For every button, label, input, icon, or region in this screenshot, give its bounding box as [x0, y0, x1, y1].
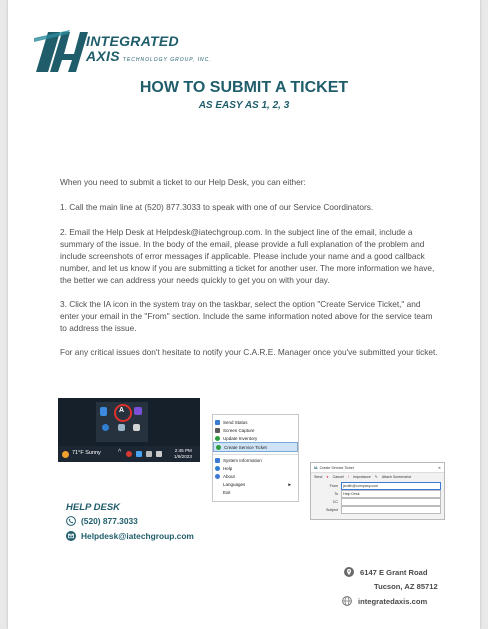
intro-paragraph: When you need to submit a ticket to our Help Desk, you can either: [60, 177, 306, 187]
step-2-paragraph: 2. Email the Help Desk at Helpdesk@iatechgroup.com. In the subject line of the email, include a summary of the issue. In the body of the email, please provide a full explanation of the problem and include screenshots of error messages if applicable. Please include your name and a good callback number, and let us know if you are submitting a ticket for another user. The more information we have, the better we can address your needs quickly to get you on with your day. [60, 227, 435, 285]
weather-icon [62, 451, 69, 458]
ia-tray-icon[interactable]: A [119, 407, 125, 414]
step-1-paragraph: 1. Call the main line at (520) 877.3033 to speak with one of our Service Coordinators. [60, 202, 374, 212]
helpdesk-email-row [66, 531, 194, 541]
menu-item-label: System Information [223, 457, 262, 463]
tray-date: 1/9/2023 [174, 454, 192, 459]
screen-capture-icon [215, 428, 220, 433]
menu-item-label: About [223, 473, 235, 479]
closing-paragraph: For any critical issues don't hesitate to notify your C.A.R.E. Manager once you've submitted your ticket. [60, 347, 438, 357]
address-street: 6147 E Grant Road [360, 567, 428, 577]
languages-icon [215, 482, 220, 487]
send-status-icon [215, 420, 220, 425]
menu-item-label: Create Service Ticket [224, 444, 267, 450]
attach-icon: ✎ [374, 475, 378, 479]
email-icon [66, 531, 76, 541]
menu-item-send-status[interactable] [213, 418, 298, 426]
cc-row [314, 498, 441, 506]
ticket-window-screenshot [310, 462, 445, 520]
context-menu [213, 415, 298, 496]
logo-line2: AXIS [86, 48, 120, 64]
menu-item-screen-capture[interactable] [213, 426, 298, 434]
tray-app-icon-3 [118, 424, 125, 431]
importance-dropdown[interactable]: Importance [352, 475, 371, 479]
helpdesk-phone-row [66, 516, 138, 526]
chevron-right-icon: ► [287, 481, 292, 487]
from-label: From [329, 484, 338, 488]
importance-icon: ! [347, 475, 349, 479]
menu-item-create-service-ticket[interactable] [213, 442, 298, 452]
from-row [314, 482, 441, 490]
context-menu-screenshot [212, 414, 299, 502]
tray-icon-cloud [136, 451, 142, 457]
address-city-row [374, 582, 438, 591]
helpdesk-phone[interactable]: (520) 877.3033 [81, 516, 138, 526]
helpdesk-email[interactable]: Helpdesk@iatechgroup.com [81, 531, 194, 541]
to-label: To [334, 492, 338, 496]
page-subtitle: AS EASY AS 1, 2, 3 [198, 100, 290, 111]
phone-icon [66, 516, 76, 526]
menu-item-label: Send Status [223, 419, 248, 425]
address-city: Tucson, AZ 85712 [374, 582, 438, 591]
step-3-paragraph: 3. Click the IA icon in the system tray on the taskbar, select the option "Create Service Ticket," and enter your email in the "From" section. Include the same information noted above for the service team to address the issue. [60, 299, 433, 333]
menu-item-about[interactable] [213, 472, 298, 480]
menu-item-update-inventory[interactable] [213, 434, 298, 442]
system-info-icon [215, 458, 220, 463]
tray-app-icon [134, 407, 142, 415]
tray-icon-network [146, 451, 152, 457]
weather-text: 71°F Sunny [72, 450, 101, 456]
tray-icon-volume [156, 451, 162, 457]
helpdesk-heading: HELP DESK [66, 502, 121, 513]
cc-field[interactable] [341, 498, 441, 506]
logo-tagline: TECHNOLOGY GROUP, INC. [122, 57, 212, 63]
instructions-body [60, 176, 438, 370]
subject-field[interactable] [341, 506, 441, 514]
menu-item-system-information[interactable] [213, 456, 298, 464]
menu-item-label: Update Inventory [223, 435, 258, 441]
cancel-button[interactable]: Cancel [332, 475, 344, 479]
page-title: HOW TO SUBMIT A TICKET [139, 79, 349, 96]
update-inventory-icon [215, 436, 220, 441]
subject-row [314, 506, 441, 514]
subject-label: Subject [326, 508, 338, 512]
ticket-window-titlebar [311, 463, 444, 473]
company-logo-text [86, 34, 212, 64]
exit-icon [215, 490, 220, 495]
menu-item-help[interactable] [213, 464, 298, 472]
to-row [314, 490, 441, 498]
tray-time: 2:45 PM [174, 448, 192, 453]
help-icon [215, 466, 220, 471]
menu-item-label: Exit [223, 489, 231, 495]
ticket-window-title: Create Service Ticket [319, 465, 354, 470]
tray-app-icon-2 [102, 424, 109, 431]
chevron-up-icon[interactable]: ^ [118, 449, 122, 456]
globe-icon [342, 596, 352, 606]
menu-item-label: Help [223, 465, 233, 471]
from-field[interactable]: jsmith@company.com [341, 482, 441, 490]
tray-icon-red [126, 451, 132, 457]
logo-line1: INTEGRATED [86, 33, 179, 49]
address-street-row [344, 567, 428, 577]
menu-item-label: Languages [223, 481, 246, 487]
website-link[interactable]: integratedaxis.com [358, 596, 428, 606]
cc-label: CC [332, 500, 338, 504]
cancel-icon: ● [326, 475, 329, 479]
menu-item-label: Screen Capture [223, 427, 255, 433]
create-ticket-icon [216, 445, 221, 450]
close-icon[interactable]: ✕ [437, 465, 441, 470]
ticket-form [311, 481, 444, 515]
menu-divider [213, 454, 298, 455]
to-field[interactable]: Help Desk [341, 490, 441, 498]
attach-screenshot-button[interactable]: Attach Screenshot [381, 475, 412, 479]
send-button[interactable]: Send [314, 475, 323, 479]
address-website-row [342, 596, 427, 606]
ticket-toolbar [311, 473, 444, 481]
menu-item-exit[interactable] [213, 488, 298, 496]
location-pin-icon [344, 567, 354, 577]
ia-app-icon: IA [314, 465, 318, 470]
bluetooth-icon [100, 407, 107, 416]
menu-item-languages[interactable] [213, 480, 298, 488]
document-page [8, 0, 480, 629]
tray-screenshot [58, 398, 200, 462]
about-icon [215, 474, 220, 479]
tray-clock [174, 448, 192, 460]
tray-app-icon-4 [133, 424, 140, 431]
